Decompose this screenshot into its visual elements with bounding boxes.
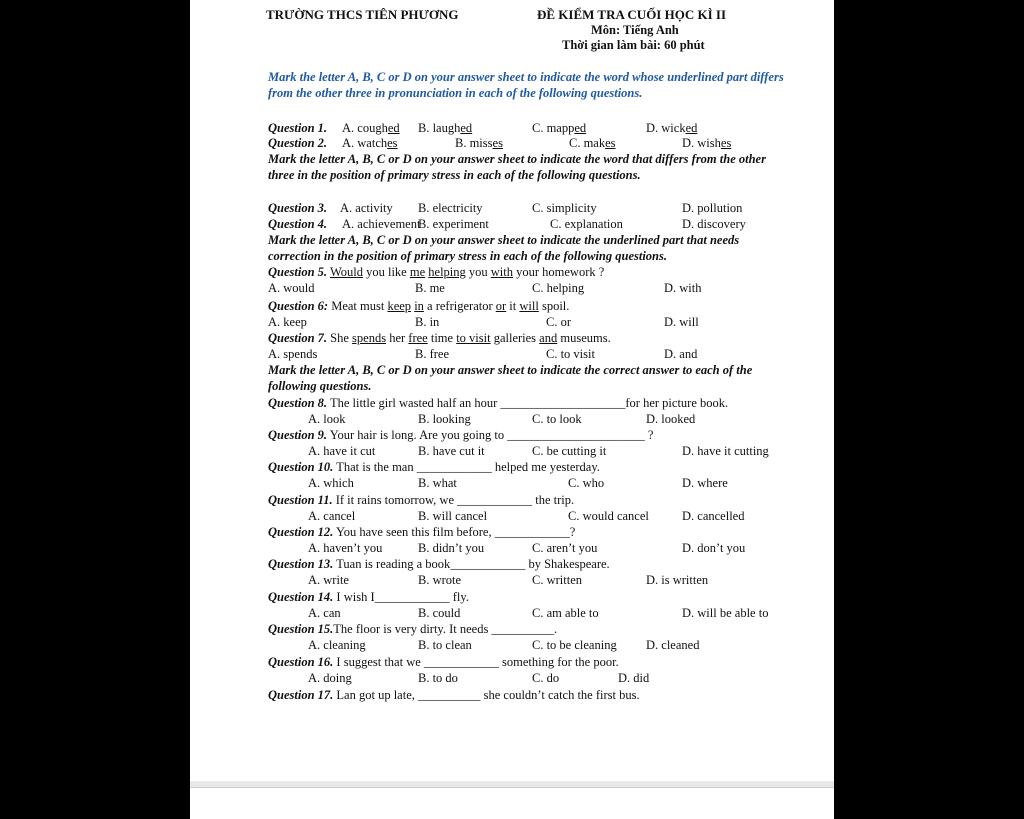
option-b: B. in: [415, 315, 440, 329]
question-14: Question 14. I wish I____________ fly.: [268, 590, 469, 604]
option-c: C. makes: [569, 136, 616, 150]
option-a: A. spends: [268, 347, 318, 361]
instruction-pronunciation: Mark the letter A, B, C or D on your answer sheet to indicate the word whose underlined part differs from the other three in pronunciation in each of the following questions.: [268, 70, 784, 100]
option-d: D. with: [664, 281, 702, 295]
option-c: C. be cutting it: [532, 444, 607, 458]
option-d: D. have it cutting: [682, 444, 769, 458]
question-12: Question 12. You have seen this film before, ____________?: [268, 525, 576, 539]
question-label: Question 2.: [268, 136, 328, 150]
option-a: A. activity: [340, 201, 393, 215]
option-b: B. wrote: [418, 573, 462, 587]
option-a: A. look: [308, 412, 346, 426]
question-4: [268, 217, 746, 232]
option-c: C. written: [532, 573, 582, 587]
question-17: Question 17. Lan got up late, __________ she couldn’t catch the first bus.: [268, 688, 640, 702]
question-16: Question 16. I suggest that we ____________ something for the poor.: [268, 655, 619, 669]
question-label: Question 9.: [268, 428, 328, 442]
question-2: [268, 136, 732, 151]
option-a: A. watches: [342, 136, 398, 150]
instruction-correct-answer: Mark the letter A, B, C or D on your answer sheet to indicate the correct answer to each of the following questions.: [268, 363, 753, 393]
option-d: D. don’t you: [682, 541, 746, 555]
option-d: D. cancelled: [682, 509, 745, 523]
option-b: B. to clean: [418, 638, 472, 652]
question-10: Question 10. That is the man ____________ helped me yesterday.: [268, 460, 600, 474]
question-3: [268, 201, 743, 216]
question-5: Question 5. Would you like me helping you with your homework ?: [268, 265, 605, 279]
option-d: D. did: [618, 671, 650, 685]
option-d: D. discovery: [682, 217, 746, 231]
question-13: Question 13. Tuan is reading a book____________ by Shakespeare.: [268, 557, 610, 571]
exam-title: ĐỀ KIỂM TRA CUỐI HỌC KÌ II: [537, 7, 727, 22]
option-c: C. simplicity: [532, 201, 597, 215]
question-label: Question 7.: [268, 331, 328, 345]
question-label: Question 1.: [268, 121, 328, 135]
option-a: A. keep: [268, 315, 307, 329]
option-b: B. will cancel: [418, 509, 488, 523]
next-page: [190, 787, 834, 819]
option-b: B. electricity: [418, 201, 483, 215]
question-label: Question 17.: [268, 688, 334, 702]
question-label: Question 16.: [268, 655, 334, 669]
option-b: B. what: [418, 476, 457, 490]
option-c: C. am able to: [532, 606, 599, 620]
option-b: B. to do: [418, 671, 458, 685]
option-d: D. and: [664, 347, 698, 361]
option-b: B. misses: [455, 136, 503, 150]
option-a: A. cleaning: [308, 638, 366, 652]
option-c: C. helping: [532, 281, 585, 295]
exam-time: Thời gian làm bài: 60 phút: [562, 38, 705, 52]
question-6-options: [268, 315, 699, 330]
option-a: A. can: [308, 606, 341, 620]
option-a: A. which: [308, 476, 354, 490]
question-label: Question 11.: [268, 493, 333, 507]
question-1: [268, 121, 698, 136]
question-label: Question 13.: [268, 557, 334, 571]
question-15: Question 15.The floor is very dirty. It needs __________.: [268, 622, 558, 636]
option-a: A. would: [268, 281, 315, 295]
question-label: Question 14.: [268, 590, 334, 604]
question-label: Question 6:: [268, 299, 329, 313]
option-a: A. cancel: [308, 509, 356, 523]
option-b: B. looking: [418, 412, 471, 426]
option-d: D. where: [682, 476, 728, 490]
question-label: Question 12.: [268, 525, 334, 539]
option-c: C. explanation: [550, 217, 623, 231]
option-a: A. haven’t you: [308, 541, 383, 555]
school-name: TRƯỜNG THCS TIÊN PHƯƠNG: [266, 7, 459, 22]
option-d: D. wishes: [682, 136, 732, 150]
option-b: B. experiment: [418, 217, 489, 231]
option-d: D. cleaned: [646, 638, 700, 652]
option-b: B. have cut it: [418, 444, 485, 458]
option-c: C. or: [546, 315, 571, 329]
option-b: B. didn’t you: [418, 541, 485, 555]
option-a: A. write: [308, 573, 349, 587]
question-6: Question 6: Meat must keep in a refrigerator or it will spoil.: [268, 299, 570, 313]
instruction-stress: Mark the letter A, B, C or D on your answer sheet to indicate the word that differs from the other three in the position of primary stress in each of the following questions.: [268, 152, 766, 182]
question-label: Question 5.: [268, 265, 328, 279]
option-d: D. will be able to: [682, 606, 769, 620]
question-8: Question 8. The little girl wasted half an hour ____________________for her picture book.: [268, 396, 729, 410]
question-7: Question 7. She spends her free time to visit galleries and museums.: [268, 331, 611, 345]
question-label: Question 8.: [268, 396, 328, 410]
question-label: Question 3.: [268, 201, 328, 215]
option-c: C. mapped: [532, 121, 587, 135]
option-c: C. do: [532, 671, 560, 685]
option-c: C. who: [568, 476, 605, 490]
option-d: D. will: [664, 315, 699, 329]
option-a: A. doing: [308, 671, 352, 685]
instruction-correction: Mark the letter A, B, C or D on your answer sheet to indicate the underlined part that needs correction in the position of primary stress in each of the following questions.: [268, 233, 740, 263]
question-label: Question 10.: [268, 460, 334, 474]
question-11: Question 11. If it rains tomorrow, we ____________ the trip.: [268, 493, 575, 507]
question-9: Question 9. Your hair is long. Are you going to ______________________ ?: [268, 428, 654, 442]
option-b: B. could: [418, 606, 461, 620]
option-c: C. would cancel: [568, 509, 649, 523]
option-d: D. looked: [646, 412, 696, 426]
option-c: C. to look: [532, 412, 582, 426]
option-d: D. wicked: [646, 121, 698, 135]
question-7-options: [268, 347, 698, 362]
subject: Môn: Tiếng Anh: [591, 23, 679, 37]
option-c: C. aren’t you: [532, 541, 598, 555]
option-d: D. is written: [646, 573, 709, 587]
option-c: C. to be cleaning: [532, 638, 617, 652]
question-label: Question 15.: [268, 622, 334, 636]
option-a: A. coughed: [342, 121, 400, 135]
question-5-options: [268, 281, 702, 296]
option-b: B. free: [415, 347, 450, 361]
option-a: A. achievement: [342, 217, 421, 231]
option-b: B. laughed: [418, 121, 473, 135]
question-label: Question 4.: [268, 217, 328, 231]
option-c: C. to visit: [546, 347, 595, 361]
option-a: A. have it cut: [308, 444, 376, 458]
option-b: B. me: [415, 281, 445, 295]
option-d: D. pollution: [682, 201, 743, 215]
